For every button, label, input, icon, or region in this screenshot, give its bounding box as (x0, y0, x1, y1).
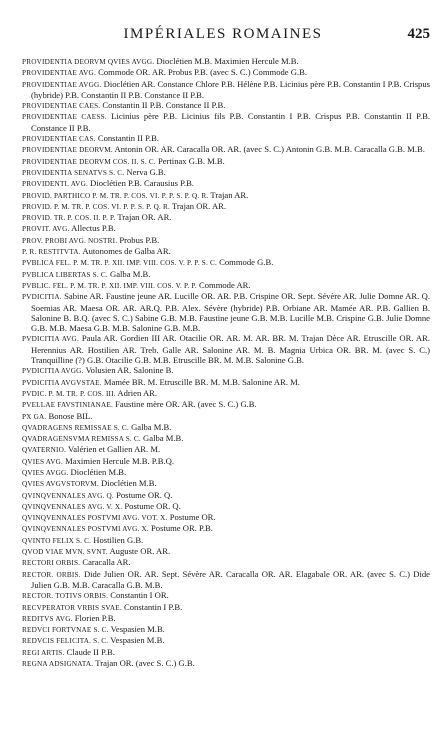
coin-attribution: Dide Julien OR. AR. Sept. Sévère AR. Caracalla OR. AR. Elagabale OR. AR. (avec S. C.) Dide Julien G.B. M.B. Caracalla G.B. M.B. (31, 568, 430, 590)
legend-entry (22, 235, 430, 246)
coin-attribution: Auguste OR. AR. (107, 546, 171, 557)
page-header (0, 0, 446, 44)
legend-entry (22, 501, 430, 512)
coin-legend: QVINQVENNALES AVG. Q. (22, 491, 114, 500)
legend-entry (22, 467, 430, 478)
coin-legend: QVINQVENNALES AVG. V. X. (22, 502, 123, 511)
coin-legend: PROVIDENTIAE DEORVM COS. II. S. C. (22, 157, 156, 166)
legend-entry (22, 456, 430, 467)
coin-legend: PROVIDENTIA SENATVS S. C. (22, 168, 125, 177)
coin-attribution: Allectus P.B. (69, 223, 116, 234)
legend-entry (22, 133, 430, 144)
coin-attribution: Dioclétien AR. Constance Chlore P.B. Hélène P.B. Licinius père P.B. Constantin I P.B. Crispus (hybride) P.B. Constantin II P.B. Constance II P.B. (31, 78, 430, 100)
coin-legend: REGI ARTIS. (22, 648, 65, 657)
legend-entry (22, 291, 430, 333)
coin-legend: RECVPERATOR VRBIS SVAE. (22, 603, 122, 612)
legend-entry (22, 388, 430, 399)
legend-entry (22, 269, 430, 280)
legend-entry (22, 56, 430, 67)
legend-entry (22, 478, 430, 489)
legend-entry (22, 512, 430, 523)
coin-attribution: Volusien AR. Salonine B. (83, 365, 174, 376)
coin-legend: PVBLICA FEL. P. M. TR. P. XII. IMP. VIII. COS. V. P. P. S. C. (22, 259, 217, 268)
legend-entry (22, 602, 430, 613)
coin-legend: PROVID. PARTHICO P. M. TR. P. COS. VI. P. P. S. P. Q. R. (22, 191, 209, 200)
coin-attribution: Dioclétien M.B. Maximien Hercule M.B. (154, 56, 299, 66)
coin-attribution: Constantin I P.B. (121, 601, 183, 612)
coin-attribution: Dioclétien P.B. Carausius P.B. (87, 178, 194, 189)
legend-entry (22, 144, 430, 155)
legend-entry (22, 613, 430, 624)
legend-entry (22, 167, 430, 178)
coin-attribution: Constantin II P.B. Constance II P.B. (100, 100, 226, 111)
coin-legend: QVADRAGENS REMISSAE S. C. (22, 423, 129, 432)
coin-legend: PVDICITIA AVG. (22, 335, 79, 344)
coin-legend: QVINQVENNALES POSTVMI AVG. VOT. X. (22, 514, 168, 523)
coin-attribution: Caracalla AR. (80, 557, 131, 568)
coin-legend: REDVCIS FELICITA. S. C. (22, 637, 109, 646)
coin-attribution: Postume OR. (167, 512, 216, 523)
coin-legend: PVDICITIA AVGVSTAE. (22, 378, 102, 387)
legend-entry (22, 658, 430, 669)
coin-attribution: Antonin OR. AR. Caracalla OR. AR. (avec S. C.) Antonin G.B. M.B. Caracalla G.B. M.B. (112, 144, 425, 155)
coin-legend: P. R. RESTITVTA. (22, 248, 81, 257)
legend-entry (22, 535, 430, 546)
coin-attribution: Postume OR. Q. (122, 500, 181, 511)
legend-entry (22, 67, 430, 78)
coin-attribution: Adrien AR. (115, 387, 158, 398)
legend-index (22, 56, 430, 669)
coin-attribution: Pertinax G.B. M.B. (155, 155, 225, 166)
coin-attribution: Vespasien M.B. (108, 624, 165, 635)
legend-entry (22, 280, 430, 291)
coin-legend: PVELLAE FAVSTINIANAE. (22, 401, 113, 410)
legend-entry (22, 647, 430, 658)
coin-legend: PVDIC. P. M. TR. P. COS. III. (22, 389, 116, 398)
coin-attribution: Licinius père P.B. Licinius fils P.B. Constantin I P.B. Crispus P.B. Constantin II P.B. Constance II P.B. (31, 111, 430, 133)
coin-legend: REDITVS AVG. (22, 614, 73, 623)
coin-attribution: Vespasien M.B. (108, 635, 165, 646)
coin-attribution: Nerva G.B. (124, 166, 166, 177)
coin-attribution: Valérien et Gallien AR. M. (66, 444, 161, 455)
coin-attribution: Sabine AR. Faustine jeune AR. Lucille OR. AR. P.B. Crispine OR. Sept. Sévère AR. Julie Domne AR. Q. Soemias AR. Maesa OR. AR. AR.Q. P.B. Alex. Sévère (hybride) P.B. Orbiane AR. Mamée AR. P.B. Gallien B. Salonine B. B.Q. (avec S. C.) Sabine G.B. M.B. Faustine jeune G.B. M.B. Lucille M.B. Crispine G.B. Julie Domne G.B. M.B. Maesa G.B. M.B. Salonine G.B. M.B. (31, 291, 430, 334)
legend-entry (22, 212, 430, 223)
coin-legend: QVIES AVGVSTORVM. (22, 480, 99, 489)
legend-entry (22, 100, 430, 111)
coin-attribution: Maximien Hercule M.B. P.B.Q. (63, 455, 175, 466)
legend-entry (22, 377, 430, 388)
legend-entry (22, 178, 430, 189)
legend-entry (22, 523, 430, 534)
coin-legend: QVIES AVG. (22, 457, 64, 466)
coin-attribution: Postume OR. Q. (113, 489, 173, 500)
legend-entry (22, 569, 430, 591)
coin-legend: PROVIDENTIA DEORVM QVIES AVGG. (22, 58, 155, 66)
coin-legend: REGNA ADSIGNATA. (22, 660, 94, 669)
coin-legend: PROVID. TR. P. COS. II. P. P. (22, 214, 116, 223)
legend-entry (22, 444, 430, 455)
coin-attribution: Claude II P.B. (64, 646, 115, 657)
coin-legend: PROV. PROBI AVG. NOSTRI. (22, 236, 118, 245)
coin-legend: RECTORI ORBIS. (22, 559, 81, 568)
running-title: IMPÉRIALES ROMAINES (123, 26, 323, 42)
coin-legend: PROVIDENTIAE CAESS. (22, 113, 107, 122)
coin-legend: QVINQVENNALES POSTVMI AVG. X. (22, 525, 149, 534)
coin-attribution: Trajan OR. (avec S. C.) G.B. (93, 658, 195, 669)
coin-legend: PROVID. P. M. TR. P. COS. VI. P. P. S. P. Q. R. (22, 202, 170, 211)
legend-entry (22, 399, 430, 410)
coin-legend: QVINTO FELIX S. C. (22, 536, 92, 545)
legend-entry (22, 635, 430, 646)
legend-entry (22, 79, 430, 101)
page-number: 425 (407, 26, 430, 42)
coin-attribution: Trajan AR. (208, 189, 249, 200)
legend-entry (22, 201, 430, 212)
coin-legend: PROVIDENTIAE AVGG. (22, 80, 102, 89)
coin-legend: RECTOR. ORBIS. (22, 570, 81, 579)
coin-legend: PVDICITIA AVGG. (22, 367, 84, 376)
legend-entry (22, 590, 430, 601)
coin-attribution: Commode AR. (196, 279, 251, 290)
legend-entry (22, 111, 430, 133)
legend-entry (22, 490, 430, 501)
coin-legend: QVATERNIO. (22, 446, 66, 455)
coin-attribution: Constantin II P.B. (95, 133, 159, 144)
coin-attribution: Autonomes de Galba AR. (80, 246, 171, 257)
coin-attribution: Trajan OR. AR. (169, 200, 227, 211)
legend-entry (22, 557, 430, 568)
coin-attribution: Bonose BIL. (46, 410, 93, 421)
coin-attribution: Galba M.B. (128, 421, 172, 432)
legend-entry (22, 190, 430, 201)
legend-entry (22, 333, 430, 365)
coin-attribution: Galba M.B. (107, 268, 151, 279)
coin-legend: PROVIDENTIAE DEORVM. (22, 146, 113, 155)
legend-entry (22, 156, 430, 167)
coin-legend: QVOD VIAE MVN. SVNT. (22, 548, 108, 557)
coin-attribution: Postume OR. P.B. (148, 523, 213, 534)
coin-legend: PVBLIC. FEL. P. M. TR. P. XII. IMP. VIII. COS. V. P. P. (22, 281, 197, 290)
legend-entry (22, 257, 430, 268)
coin-attribution: Dioclétien M.B. (68, 466, 127, 477)
coin-legend: QVIES AVGG. (22, 468, 69, 477)
coin-legend: PROVIDENTIAE AVG. (22, 69, 96, 78)
coin-attribution: Dioclétien M.B. (98, 478, 157, 489)
coin-attribution: Galba M.B. (140, 433, 184, 444)
coin-attribution: Paula AR. Gordien III AR. Otacilie OR. AR. M. AR. BR. M. Trajan Dèce AR. Etruscille OR. AR. Herennius AR. Hostilien AR. Treb. Galle AR. Salonine AR. M. B. Magnia Urbica OR. BR. M. (avec S. C.) Tranquilline (?) G.B. Otacilie G.B. M.B. Etruscille BR. M. M.B. Salonine G.B. (31, 333, 430, 366)
coin-legend: PROVIDENTIAE CAES. (22, 102, 101, 111)
coin-attribution: Florien P.B. (72, 612, 116, 623)
legend-entry (22, 422, 430, 433)
legend-entry (22, 365, 430, 376)
legend-entry (22, 246, 430, 257)
coin-legend: PVBLICA LIBERTAS S. C. (22, 270, 108, 279)
coin-legend: RECTOR. TOTIVS ORBIS. (22, 592, 109, 601)
coin-legend: PROVIT. AVG. (22, 225, 70, 234)
coin-attribution: Hostilien G.B. (91, 534, 144, 545)
legend-entry (22, 223, 430, 234)
coin-attribution: Commode OR. AR. Probus P.B. (avec S. C.) Commode G.B. (95, 67, 307, 78)
legend-entry (22, 433, 430, 444)
coin-attribution: Trajan OR. AR. (115, 212, 172, 223)
coin-legend: REDVCI FORTVNAE S. C. (22, 626, 109, 635)
coin-attribution: Commode G.B. (217, 257, 274, 268)
coin-legend: PROVIDENTIAE CAS. (22, 135, 96, 144)
coin-legend: PX GA. (22, 412, 47, 421)
coin-legend: QVADRAGENSVMA REMISSA S. C. (22, 435, 141, 444)
coin-attribution: Faustine mère OR. AR. (avec S. C.) G.B. (112, 399, 257, 410)
coin-attribution: Mamée BR. M. Etruscille BR. M. M.B. Salonine AR. M. (101, 376, 300, 387)
coin-legend: PVDICITIA. (22, 293, 62, 302)
legend-entry (22, 624, 430, 635)
coin-attribution: Constantin I OR. (108, 590, 169, 601)
coin-attribution: Probus P.B. (117, 234, 160, 245)
legend-entry (22, 546, 430, 557)
coin-legend: PROVIDENTI. AVG. (22, 180, 88, 189)
legend-entry (22, 411, 430, 422)
